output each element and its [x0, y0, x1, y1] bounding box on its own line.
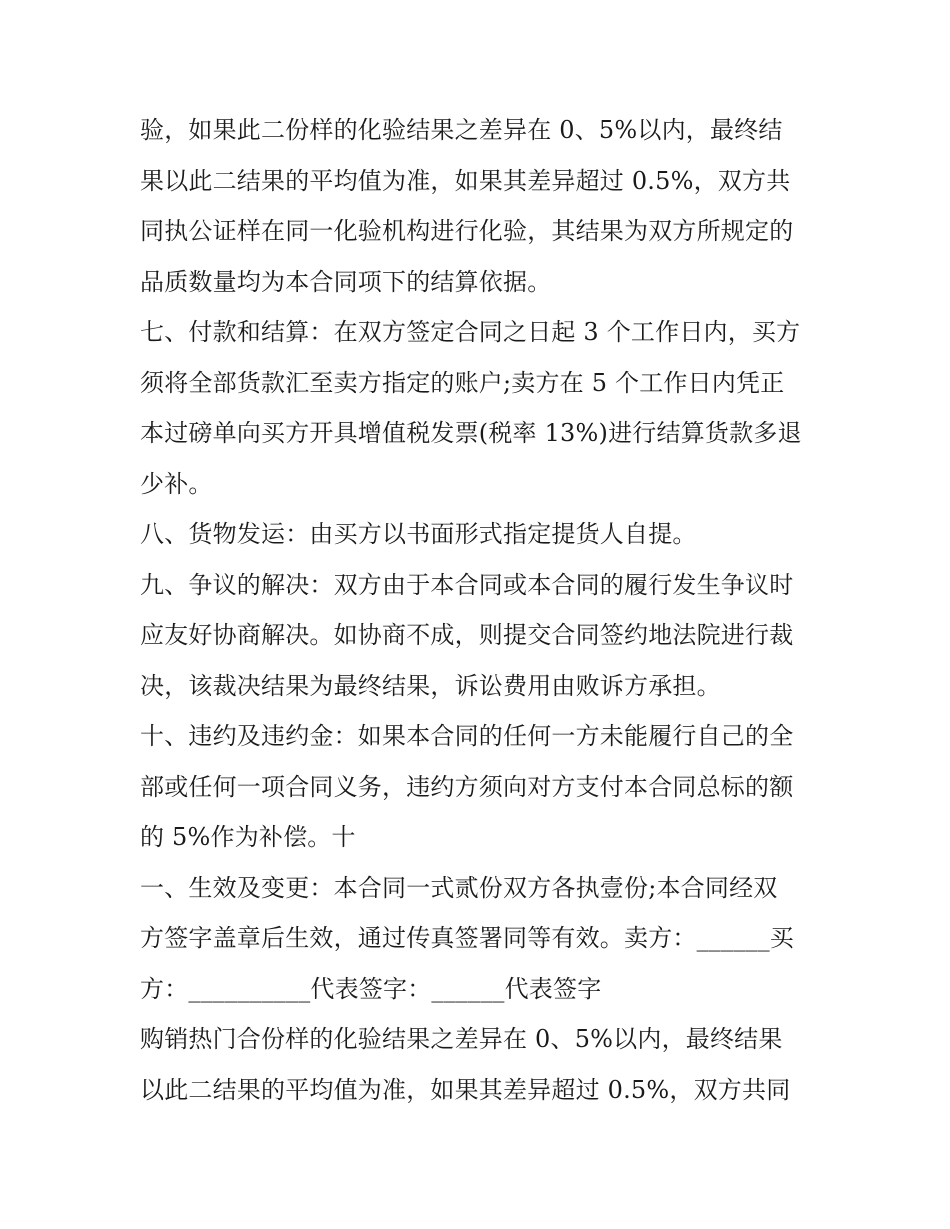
text-line: 七、付款和结算：在双方签定合同之日起 3 个工作日内，买方 — [140, 318, 801, 346]
text-line: 一、生效及变更：本合同一式贰份双方各执壹份;本合同经双 — [140, 873, 778, 902]
text-line: 以此二结果的平均值为准，如果其差异超过 0.5%，双方共同 — [140, 1075, 791, 1104]
text-line: 方：__________代表签字：______代表签字 — [140, 974, 602, 1003]
text-line: 方签字盖章后生效，通过传真签署同等有效。卖方：______买 — [140, 924, 794, 952]
text-line: 同执公证样在同一化验机构进行化验，其结果为双方所规定的 — [140, 217, 794, 245]
text-line: 购销热门合份样的化验结果之差异在 0、5%以内，最终结果 — [140, 1025, 783, 1053]
text-line: 须将全部货款汇至卖方指定的账户;卖方在 5 个工作日内凭正 — [140, 368, 785, 397]
text-line: 少补。 — [140, 469, 213, 498]
document-body — [140, 105, 820, 1115]
text-line: 八、货物发运：由买方以书面形式指定提货人自提。 — [140, 520, 697, 548]
text-line: 验，如果此二份样的化验结果之差异在 0、5%以内，最终结 — [140, 116, 783, 144]
text-line: 品质数量均为本合同项下的结算依据。 — [140, 267, 552, 296]
text-line: 部或任何一项合同义务，违约方须向对方支付本合同总标的额 — [140, 772, 794, 801]
text-line: 应友好协商解决。如协商不成，则提交合同签约地法院进行裁 — [140, 621, 794, 649]
text-line: 决，该裁决结果为最终结果，诉讼费用由败诉方承担。 — [140, 671, 721, 700]
text-line: 本过磅单向买方开具增值税发票(税率 13%)进行结算货款多退 — [140, 419, 802, 447]
text-line: 九、争议的解决：双方由于本合同或本合同的履行发生争议时 — [140, 570, 794, 599]
text-line: 的 5%作为补偿。十 — [140, 823, 356, 851]
text-line: 十、违约及违约金：如果本合同的任何一方未能履行自己的全 — [140, 722, 794, 750]
text-line: 果以此二结果的平均值为准，如果其差异超过 0.5%，双方共 — [140, 166, 791, 195]
